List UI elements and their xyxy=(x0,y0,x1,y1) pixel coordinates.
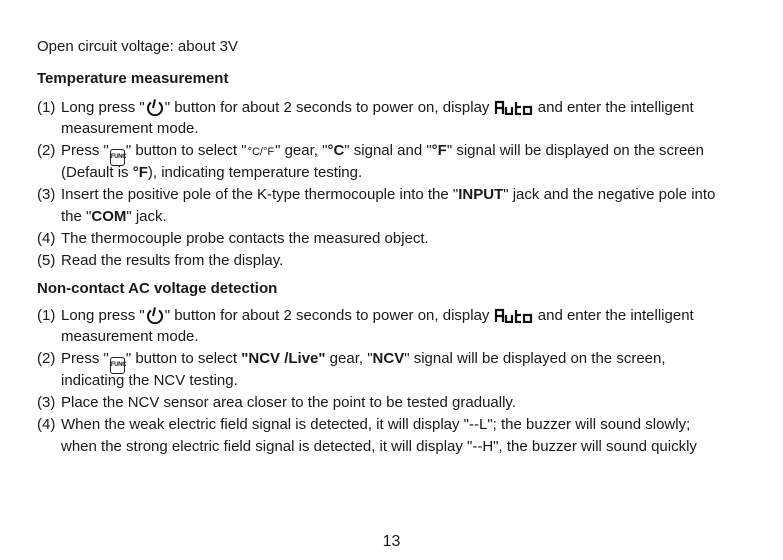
temp-step-1-cont: measurement mode. xyxy=(61,120,199,137)
step-text: " signal and " xyxy=(344,142,432,159)
step-number: (4) xyxy=(37,416,56,433)
ncv-step-4 xyxy=(37,416,690,434)
ncv-step-3 xyxy=(37,394,516,412)
func-button-icon: FUNC xyxy=(110,357,125,374)
step-text: " button for about 2 seconds to power on, display xyxy=(164,99,490,116)
temp-step-2-cont xyxy=(61,164,362,182)
step-text: The thermocouple probe contacts the measured object. xyxy=(61,230,429,247)
open-circuit-voltage: Open circuit voltage: about 3V xyxy=(37,38,238,55)
temp-step-4 xyxy=(37,230,429,248)
step-text: gear, " xyxy=(325,350,373,367)
step-text: the " xyxy=(61,208,92,225)
ncv-heading: Non-contact AC voltage detection xyxy=(37,280,278,297)
temperature-heading: Temperature measurement xyxy=(37,70,229,87)
temp-step-1 xyxy=(37,98,694,117)
ncv-step-1-cont: measurement mode. xyxy=(61,328,199,345)
step-text: Press " xyxy=(61,350,109,367)
bold-term: COM xyxy=(91,208,127,225)
step-number: (2) xyxy=(37,142,56,159)
step-text: (Default is xyxy=(61,164,133,181)
step-number: (3) xyxy=(37,394,56,411)
step-text: and enter the intelligent xyxy=(537,307,694,324)
bold-term: "NCV /Live" xyxy=(241,350,326,367)
celsius-fahrenheit-icon: °C/°F xyxy=(247,146,275,158)
bold-term: °F xyxy=(431,142,447,159)
bold-term: °C xyxy=(327,142,345,159)
step-number: (1) xyxy=(37,307,56,324)
ncv-step-2-cont: indicating the NCV testing. xyxy=(61,372,238,389)
step-number: (4) xyxy=(37,230,56,247)
step-number: (2) xyxy=(37,350,56,367)
step-text: " button to select xyxy=(125,350,242,367)
step-text: Insert the positive pole of the K-type thermocouple into the " xyxy=(61,186,459,203)
temp-step-3-cont xyxy=(61,208,167,226)
bold-term: °F xyxy=(132,164,148,181)
step-text: " signal will be displayed on the screen, xyxy=(404,350,666,367)
lcd-auto-icon xyxy=(494,307,534,323)
ncv-step-4-cont: when the strong electric field signal is detected, it will display "--H", the buzzer will sound quickly xyxy=(61,438,697,455)
func-button-icon: FUNC xyxy=(110,149,125,166)
step-text: " gear, " xyxy=(275,142,328,159)
step-text: Read the results from the display. xyxy=(61,252,284,269)
step-text: " button to select " xyxy=(125,142,247,159)
temp-step-3 xyxy=(37,186,715,204)
step-text: " jack. xyxy=(126,208,167,225)
step-text: and enter the intelligent xyxy=(537,99,694,116)
step-text: Long press " xyxy=(61,99,145,116)
step-text: Long press " xyxy=(61,307,145,324)
bold-term: INPUT xyxy=(458,186,504,203)
step-text: ), indicating temperature testing. xyxy=(147,164,363,181)
step-number: (1) xyxy=(37,99,56,116)
ncv-step-1 xyxy=(37,306,694,325)
bold-term: NCV xyxy=(372,350,405,367)
step-text: " signal will be displayed on the screen xyxy=(446,142,704,159)
step-number: (5) xyxy=(37,252,56,269)
temp-step-5 xyxy=(37,252,283,270)
step-text: " button for about 2 seconds to power on, display xyxy=(164,307,490,324)
page-number: 13 xyxy=(382,533,401,550)
temp-step-2 xyxy=(37,142,704,166)
step-text: When the weak electric field signal is detected, it will display "--L"; the buzzer will sound slowly; xyxy=(61,416,691,433)
ncv-step-2 xyxy=(37,350,666,374)
step-text: " jack and the negative pole into xyxy=(503,186,716,203)
power-icon xyxy=(145,98,165,116)
step-text: Place the NCV sensor area closer to the point to be tested gradually. xyxy=(61,394,516,411)
power-icon xyxy=(145,306,165,324)
lcd-auto-icon xyxy=(494,99,534,115)
step-number: (3) xyxy=(37,186,56,203)
step-text: Press " xyxy=(61,142,109,159)
